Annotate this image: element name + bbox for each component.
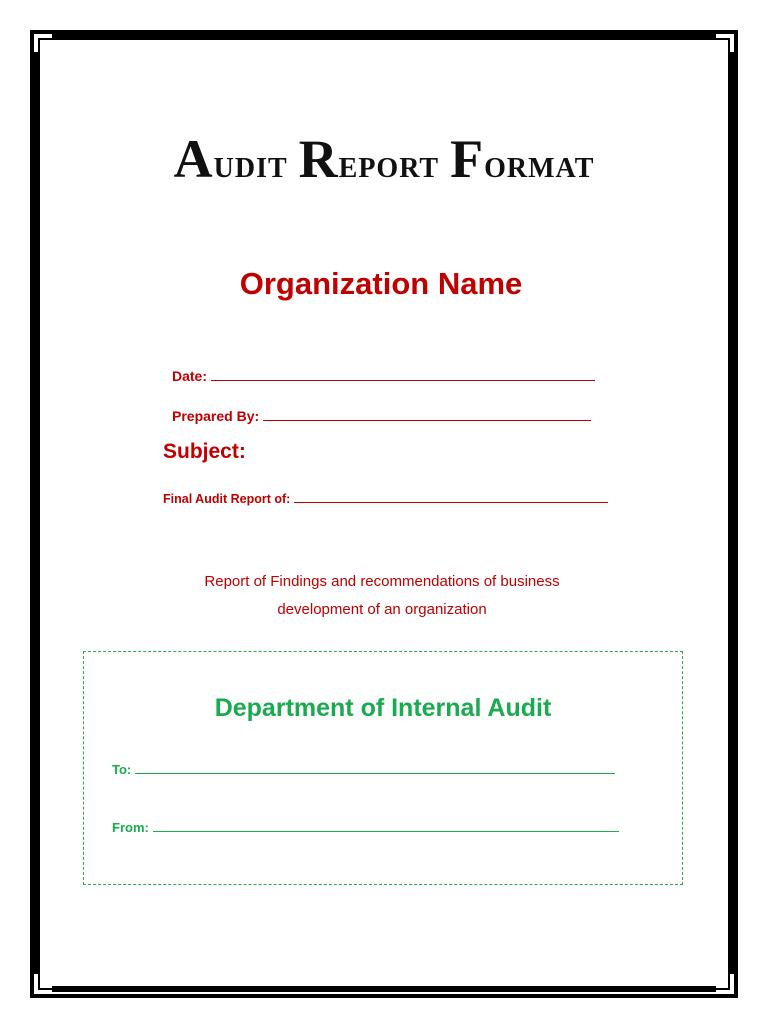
department-title: Department of Internal Audit — [214, 694, 552, 722]
border-bar-top — [52, 34, 716, 40]
department-box — [83, 651, 683, 885]
border-bar-right — [728, 52, 734, 974]
to-field — [112, 760, 615, 777]
final-audit-label: Final Audit Report of: — [163, 492, 291, 506]
to-blank-line[interactable] — [135, 760, 615, 774]
findings-paragraph — [160, 568, 604, 624]
date-field — [172, 366, 595, 384]
final-audit-blank-line[interactable] — [294, 488, 608, 503]
date-blank-line[interactable] — [211, 366, 595, 381]
findings-line-1: Report of Findings and recommendations of business — [204, 573, 560, 590]
date-label: Date: — [172, 368, 208, 384]
title-rest-3: ormat — [484, 141, 595, 186]
prepared-by-label: Prepared By: — [172, 408, 260, 424]
final-audit-field — [163, 488, 608, 506]
title-initial-2: R — [298, 129, 339, 189]
to-label: To: — [112, 762, 132, 777]
title-initial-1: A — [173, 129, 214, 189]
border-bar-bottom — [52, 986, 716, 992]
border-bar-left — [34, 52, 40, 974]
title-rest-1: udit — [213, 141, 288, 186]
title-rest-2: eport — [338, 141, 440, 186]
prepared-by-field — [172, 406, 591, 424]
from-field — [112, 818, 619, 835]
prepared-by-blank-line[interactable] — [263, 406, 591, 421]
title-initial-3: F — [450, 129, 485, 189]
from-label: From: — [112, 820, 149, 835]
organization-name: Organization Name — [239, 266, 523, 301]
findings-line-2: development of an organization — [277, 601, 487, 618]
subject-heading: Subject: — [163, 440, 246, 463]
from-blank-line[interactable] — [153, 818, 619, 832]
document-title — [0, 128, 768, 190]
